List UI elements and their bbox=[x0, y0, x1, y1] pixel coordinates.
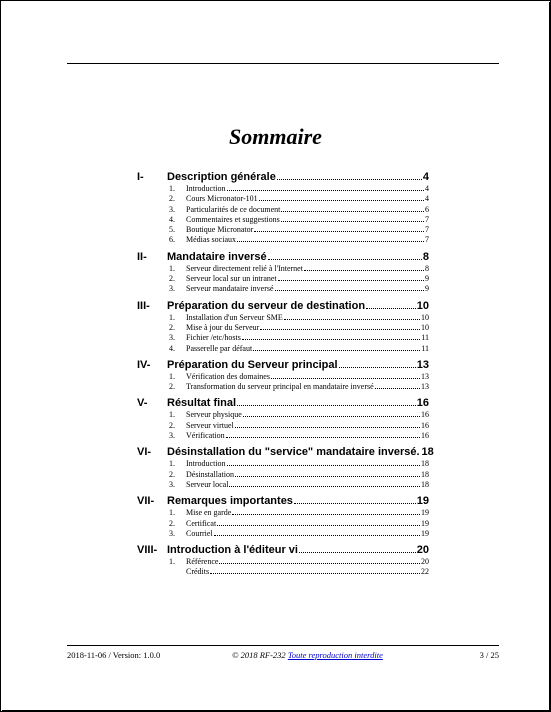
toc-leader-dots bbox=[214, 528, 420, 536]
toc-subsection-number: 2. bbox=[169, 518, 175, 528]
toc-subsection-entry[interactable] bbox=[137, 458, 429, 468]
toc-subsection-number: 2. bbox=[169, 322, 175, 332]
header-rule bbox=[67, 63, 499, 64]
toc-subsection-title: Cours Micronator-101 bbox=[186, 194, 258, 204]
toc-section-title: Préparation du Serveur principal bbox=[167, 358, 338, 371]
toc-leader-dots bbox=[277, 170, 422, 180]
toc-subsection-page: 7 bbox=[425, 225, 429, 235]
toc-section-number: VII- bbox=[137, 495, 155, 508]
toc-subsection-entry[interactable] bbox=[137, 430, 429, 440]
toc-subsection-title: Passerelle par défaut bbox=[186, 343, 253, 353]
toc-leader-dots bbox=[278, 273, 424, 281]
toc-section-entry[interactable] bbox=[137, 494, 429, 507]
toc-leader-dots bbox=[242, 332, 420, 340]
toc-section-number: III- bbox=[137, 299, 150, 312]
toc-subsection-page: 10 bbox=[421, 312, 429, 322]
toc-subsection-entry[interactable] bbox=[137, 204, 429, 214]
toc-subsection-entry[interactable] bbox=[137, 420, 429, 430]
toc-subsection-entry[interactable] bbox=[137, 263, 429, 273]
toc-leader-dots bbox=[375, 381, 420, 389]
toc-subsection-number: 1. bbox=[169, 184, 175, 193]
toc-subsection-entry[interactable] bbox=[137, 322, 429, 332]
toc-section-title: Résultat final bbox=[167, 397, 237, 410]
toc-subsection-entry[interactable] bbox=[137, 518, 429, 528]
toc-subsection-title: Serveur physique bbox=[186, 410, 242, 420]
toc-subsection-entry[interactable] bbox=[137, 343, 429, 353]
toc-leader-dots bbox=[237, 234, 424, 242]
toc-subsection-number: 1. bbox=[169, 557, 175, 567]
toc-leader-dots bbox=[366, 299, 416, 309]
toc-subsection-page: 10 bbox=[421, 322, 429, 332]
toc-subsection-title: Mise à jour du Serveur bbox=[186, 322, 260, 332]
toc-subsection-page: 20 bbox=[421, 557, 429, 567]
toc-subsection-number: 1. bbox=[169, 508, 175, 518]
toc-subsection-entry[interactable] bbox=[137, 224, 429, 234]
toc-leader-dots bbox=[229, 479, 420, 487]
toc-subsection-page: 7 bbox=[425, 235, 429, 245]
toc-section-number: VIII- bbox=[137, 544, 158, 557]
toc-subsection-page: 19 bbox=[421, 518, 429, 528]
toc-subsection-entry[interactable] bbox=[137, 507, 429, 517]
toc-section-page: 19 bbox=[416, 495, 429, 508]
toc-section-number: VI- bbox=[137, 446, 152, 459]
toc-leader-dots bbox=[227, 183, 424, 191]
toc-subsection-number: 1. bbox=[169, 459, 175, 469]
toc-subsection-title: Crédits bbox=[186, 567, 210, 577]
toc-subsection-page: 22 bbox=[421, 567, 429, 577]
toc-leader-dots bbox=[243, 409, 420, 417]
toc-leader-dots bbox=[217, 518, 420, 526]
toc-subsection-entry[interactable] bbox=[137, 193, 429, 203]
toc-section-title: Description générale bbox=[167, 171, 276, 183]
toc-subsection-title: Médias sociaux bbox=[186, 235, 236, 245]
toc-subsection-entry[interactable] bbox=[137, 566, 429, 576]
toc-section-page: 4 bbox=[422, 171, 429, 183]
toc-subsection-title: Vérification des domaines bbox=[186, 371, 270, 381]
toc-section-entry[interactable] bbox=[137, 543, 429, 556]
toc-subsection-number: 1. bbox=[169, 312, 175, 322]
toc-leader-dots bbox=[237, 396, 416, 406]
toc-subsection-page: 16 bbox=[421, 410, 429, 420]
toc-subsection-number: 3. bbox=[169, 333, 175, 343]
toc-leader-dots bbox=[271, 371, 420, 379]
toc-subsection-title: Particularités de ce document bbox=[186, 204, 281, 214]
toc-subsection-title: Installation d'un Serveur SME bbox=[186, 312, 283, 322]
toc-leader-dots bbox=[235, 469, 420, 477]
toc-subsection-title: Référence bbox=[186, 557, 219, 567]
toc-subsection-number: 2. bbox=[169, 420, 175, 430]
toc-section-title: Remarques importantes bbox=[167, 495, 293, 508]
toc-subsection-number: 4. bbox=[169, 214, 175, 224]
toc-section-entry[interactable] bbox=[137, 396, 429, 409]
toc-subsection-title: Désinstallation bbox=[186, 469, 234, 479]
toc-subsection-number: 3. bbox=[169, 204, 175, 214]
toc-subsection-number: 1. bbox=[169, 263, 175, 273]
toc-subsection-page: 9 bbox=[425, 284, 429, 294]
toc-subsection-title: Mise en garde bbox=[186, 508, 232, 518]
toc-subsection-page: 9 bbox=[425, 274, 429, 284]
toc-subsection-title: Vérification bbox=[186, 431, 225, 441]
toc-subsection-title: Introduction bbox=[186, 184, 226, 193]
footer-rule bbox=[67, 645, 499, 646]
toc-subsection-title: Serveur directement relié à l'Internet bbox=[186, 263, 303, 273]
toc-subsection-entry[interactable] bbox=[137, 312, 429, 322]
toc-section-page: 18 bbox=[421, 446, 434, 459]
toc-section-page: 20 bbox=[416, 544, 429, 557]
toc-leader-dots bbox=[232, 507, 420, 515]
toc-section bbox=[137, 445, 434, 489]
toc-subsection-number: 3. bbox=[169, 479, 175, 489]
toc-section-entry[interactable] bbox=[137, 250, 429, 263]
toc-subsection-title: Commentaires et suggestions bbox=[186, 214, 280, 224]
toc-subsection-title: Fichier /etc/hosts bbox=[186, 333, 241, 343]
toc-leader-dots bbox=[259, 193, 424, 201]
toc-section-title: Préparation du serveur de destination bbox=[167, 299, 366, 312]
toc-leader-dots bbox=[227, 458, 420, 466]
toc-subsection-title: Introduction bbox=[186, 459, 226, 469]
toc-subsection-page: 4 bbox=[425, 194, 429, 204]
toc-section-title: Mandataire inversé bbox=[167, 250, 267, 263]
toc-subsection-page: 19 bbox=[421, 508, 429, 518]
toc-leader-dots bbox=[268, 250, 422, 260]
toc-section-page: 16 bbox=[416, 397, 429, 410]
toc-subsection-entry[interactable] bbox=[137, 479, 429, 489]
toc-subsection-title: Boutique Micronator bbox=[186, 225, 254, 235]
toc-subsection-number: 2. bbox=[169, 382, 175, 392]
toc-subsection-page: 16 bbox=[421, 431, 429, 441]
toc-leader-dots bbox=[281, 204, 424, 212]
toc-subsection-page: 6 bbox=[425, 204, 429, 214]
toc-section bbox=[137, 250, 429, 294]
toc-subsection-page: 11 bbox=[421, 343, 429, 353]
toc-subsection-page: 19 bbox=[421, 528, 429, 538]
toc-section bbox=[137, 299, 429, 353]
toc-section-title: Désinstallation du "service" mandataire inversé. bbox=[167, 446, 420, 459]
toc-subsection-number: 2. bbox=[169, 469, 175, 479]
toc-leader-dots bbox=[210, 566, 420, 574]
toc-section bbox=[137, 396, 429, 440]
toc-leader-dots bbox=[235, 420, 420, 428]
toc-leader-dots bbox=[299, 543, 416, 553]
toc-subsection-page: 13 bbox=[421, 371, 429, 381]
toc-section-number: II- bbox=[137, 250, 147, 263]
toc-subsection-title: Certificat bbox=[186, 518, 217, 528]
toc-section-page: 10 bbox=[416, 299, 429, 312]
toc-section bbox=[137, 170, 429, 245]
toc-subsection-number: 6. bbox=[169, 235, 175, 245]
toc-leader-dots bbox=[339, 358, 416, 368]
toc-section-page: 8 bbox=[422, 250, 429, 263]
toc-subsection-page: 18 bbox=[421, 469, 429, 479]
toc-subsection-title: Serveur local bbox=[186, 479, 229, 489]
toc-subsection-page: 4 bbox=[425, 184, 429, 193]
toc-section-number: IV- bbox=[137, 358, 151, 371]
toc-subsection-number: 4. bbox=[169, 343, 175, 353]
toc-subsection-entry[interactable] bbox=[137, 381, 429, 391]
toc-leader-dots bbox=[294, 494, 416, 504]
toc-subsection-page: 8 bbox=[425, 263, 429, 273]
toc-section-entry[interactable] bbox=[137, 445, 434, 459]
toc-section-number: V- bbox=[137, 397, 148, 410]
toc-leader-dots bbox=[226, 430, 420, 438]
toc-section bbox=[137, 543, 429, 577]
toc-subsection-page: 18 bbox=[421, 459, 429, 469]
toc-subsection-number: 3. bbox=[169, 528, 175, 538]
toc-subsection-entry[interactable] bbox=[137, 273, 429, 283]
toc-subsection-page: 16 bbox=[421, 420, 429, 430]
toc-subsection-number: 2. bbox=[169, 194, 175, 204]
toc-subsection-entry[interactable] bbox=[137, 528, 429, 538]
toc-section-entry[interactable] bbox=[137, 170, 429, 183]
toc-subsection-number: 2. bbox=[169, 274, 175, 284]
footer-copyright-text: © 2018 RF-232 bbox=[232, 650, 286, 660]
toc-subsection-number: 1. bbox=[169, 410, 175, 420]
toc-subsection-entry[interactable] bbox=[137, 371, 429, 381]
toc-leader-dots bbox=[304, 263, 424, 271]
toc-section-number: I- bbox=[137, 171, 144, 183]
footer-reproduction-link[interactable]: Toute reproduction interdite bbox=[287, 650, 383, 660]
toc-subsection-entry[interactable] bbox=[137, 183, 429, 193]
toc-subsection-number: 1. bbox=[169, 371, 175, 381]
toc-subsection-page: 11 bbox=[421, 333, 429, 343]
toc-subsection-entry[interactable] bbox=[137, 283, 429, 293]
footer-date-version: 2018-11-06 / Version: 1.0.0 bbox=[67, 650, 161, 660]
toc-subsection-entry[interactable] bbox=[137, 469, 429, 479]
toc-leader-dots bbox=[254, 224, 424, 232]
toc-subsection-number: 5. bbox=[169, 225, 175, 235]
toc-subsection-title: Serveur mandataire inversé bbox=[186, 284, 274, 294]
toc-subsection-page: 18 bbox=[421, 479, 429, 489]
toc-leader-dots bbox=[284, 312, 420, 320]
table-of-contents bbox=[137, 170, 434, 582]
page-title: Sommaire bbox=[229, 124, 322, 149]
toc-subsection-entry[interactable] bbox=[137, 409, 429, 419]
toc-subsection-title: Serveur virtuel bbox=[186, 420, 234, 430]
toc-subsection-title: Courriel bbox=[186, 528, 213, 538]
toc-subsection-number: 3. bbox=[169, 431, 175, 441]
toc-subsection-entry[interactable] bbox=[137, 234, 429, 244]
toc-leader-dots bbox=[260, 322, 420, 330]
toc-subsection-title: Serveur local sur un intranet bbox=[186, 274, 277, 284]
toc-subsection-title: Transformation du serveur principal en mandataire inversé bbox=[186, 382, 374, 392]
toc-leader-dots bbox=[253, 343, 420, 351]
toc-section bbox=[137, 358, 429, 392]
toc-subsection-entry[interactable] bbox=[137, 214, 429, 224]
toc-subsection-entry[interactable] bbox=[137, 556, 429, 566]
toc-section bbox=[137, 494, 429, 538]
toc-leader-dots bbox=[219, 556, 420, 564]
toc-subsection-page: 13 bbox=[421, 382, 429, 392]
footer-copyright bbox=[232, 650, 383, 660]
toc-section-entry[interactable] bbox=[137, 299, 429, 312]
toc-subsection-number: 3. bbox=[169, 284, 175, 294]
toc-leader-dots bbox=[281, 214, 424, 222]
toc-leader-dots bbox=[275, 283, 424, 291]
toc-subsection-page: 7 bbox=[425, 214, 429, 224]
toc-section-page: 13 bbox=[416, 358, 429, 371]
toc-section-title: Introduction à l'éditeur vi bbox=[167, 544, 298, 557]
toc-subsection-entry[interactable] bbox=[137, 332, 429, 342]
toc-section-entry[interactable] bbox=[137, 358, 429, 371]
footer-page-number: 3 / 25 bbox=[479, 650, 499, 660]
